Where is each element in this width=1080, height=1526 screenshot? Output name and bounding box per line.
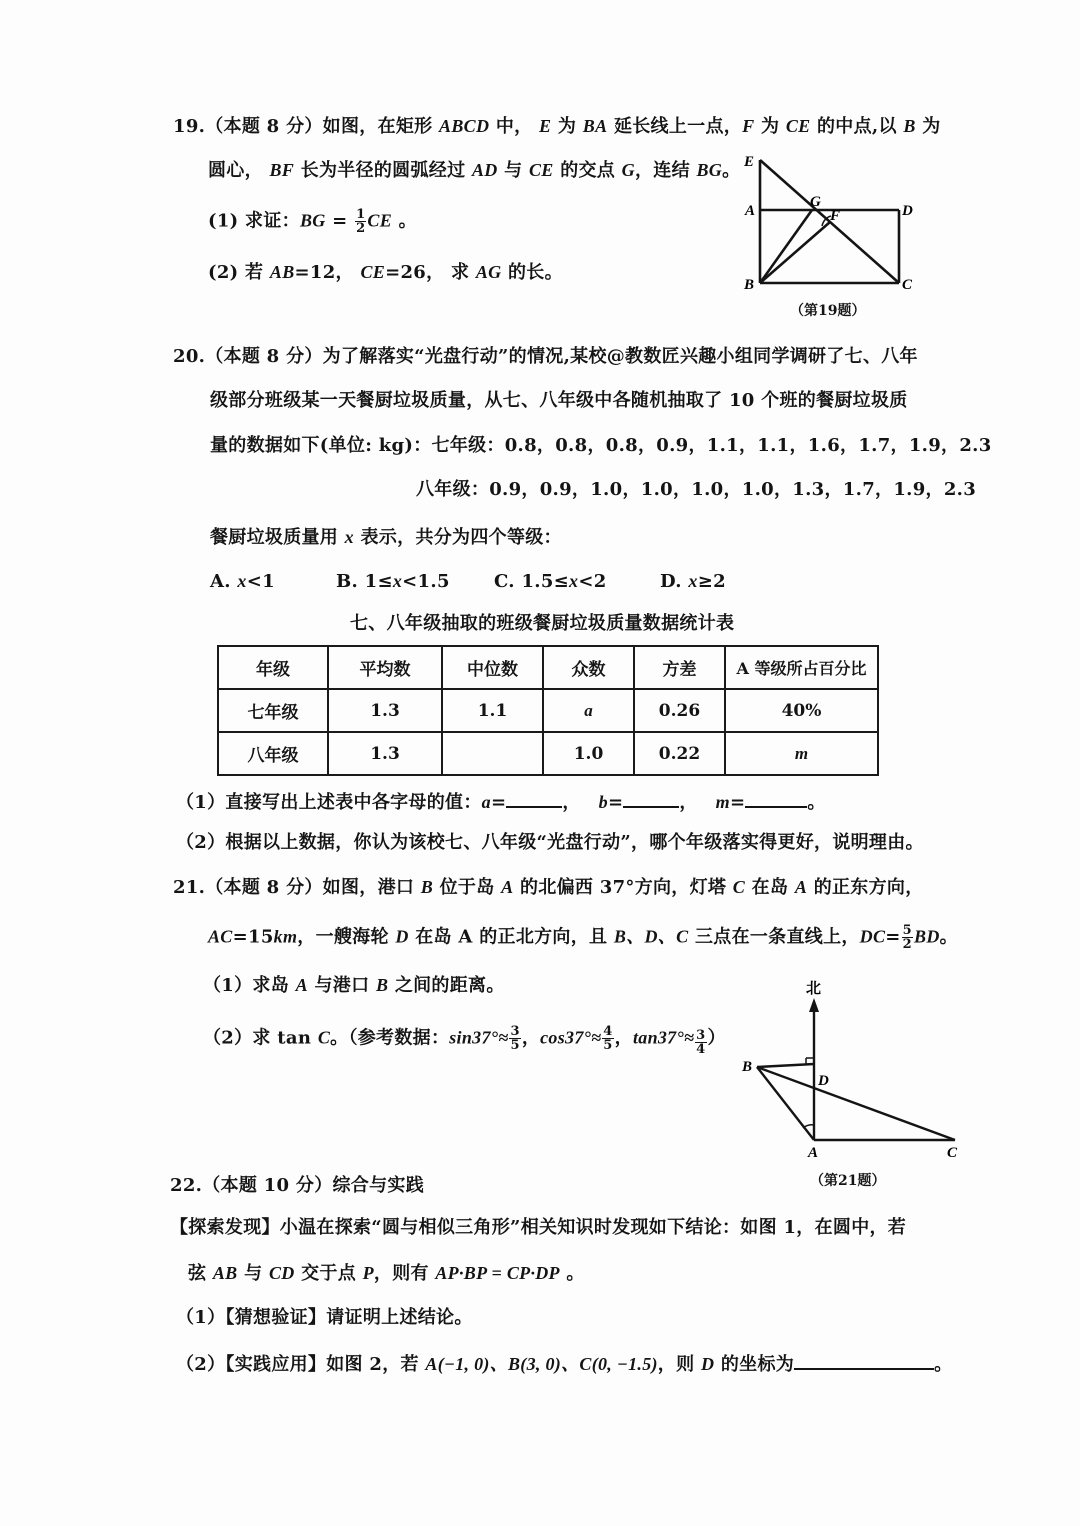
text: 的北偏西 37°方向，灯塔 [513,877,733,898]
grade7-data: 0.8，0.8，0.8，0.9，1.1，1.1，1.6，1.7，1.9，2.3 [504,435,992,456]
var-bf: BF [269,160,295,180]
numerator: 4 [603,1024,613,1039]
var-ag: AG [475,262,502,282]
text: 的坐标为 [714,1354,795,1375]
label-north: 北 [806,979,822,997]
denominator: 5 [510,1038,520,1053]
q20-line4 [416,479,976,501]
var-bd: BD [914,926,940,947]
table-header-row [218,646,878,689]
text: 为 [551,116,583,137]
table-cell: 1.3 [328,732,442,775]
text: ， [521,1027,541,1049]
text: = [490,792,507,813]
text: 长为半径的圆弧经过 [294,160,472,181]
var-x: x [392,571,403,591]
text: B. 1≤ [336,571,393,592]
level-d [660,570,726,593]
q19-part2 [208,261,563,284]
text: ， [562,792,581,813]
header-cell: 方差 [634,646,725,689]
text: 量的数据如下(单位: kg)： [210,435,432,456]
numerator: 1 [356,207,366,222]
var-ad: AD [471,160,498,180]
var-a: A [295,975,308,995]
var-ab: AB [269,262,295,282]
var-c: C [317,1027,331,1048]
text: 在岛 A 的正北方向，且 [408,926,614,948]
text: 中， [489,116,533,137]
header-cell: 年级 [218,646,328,689]
label-d: D [818,1073,829,1089]
stats-table [217,645,879,776]
q21-part2 [203,1024,726,1057]
answer-blank-d[interactable] [794,1352,934,1370]
grade7-label: 七年级： [431,435,505,456]
label-a: A [745,203,756,219]
fraction-four-fifths [602,1025,613,1052]
text: 三点在一条直线上， [688,926,860,948]
text: （1）直接写出上述表中各字母的值： [176,792,482,813]
var-bdc: B、D、C [613,926,689,947]
q22-title: 22.（本题 10 分）综合与实践 [170,1175,424,1196]
q19-line2 [208,159,740,182]
header-cell: A 等级所占百分比 [725,646,878,689]
var-d: D [700,1354,715,1374]
text: 延长线上一点， [607,116,743,137]
var-bg: BG [299,210,326,231]
var-a: A [501,877,514,897]
var-ac: AC [208,926,233,947]
text: 为 [915,116,941,137]
q22-part1: （1）【猜想验证】请证明上述结论。 [176,1307,473,1328]
sin37: sin37°≈ [449,1027,509,1048]
text: (2) 若 [208,262,270,283]
q22-part2 [176,1352,952,1376]
table-cell: a [543,689,634,732]
var-p: P [362,1263,374,1283]
figure-19-caption: （第19题） [790,303,866,319]
q19-header: 19.（本题 8 分）如图，在矩形 [173,116,440,137]
text: ，一艘海轮 [297,926,396,948]
header-cell: 平均数 [328,646,442,689]
cos37: cos37°≈ [540,1027,602,1048]
text: = [885,926,901,948]
text: 位于岛 [433,877,502,898]
var-a: A [794,877,808,897]
text: 在岛 [745,877,795,898]
var-d: D [395,926,409,947]
text: =26， 求 [385,262,476,283]
answer-blank-a[interactable] [506,790,562,808]
text: 。（参考数据： [330,1027,450,1049]
text: 的正东方向， [807,877,924,898]
formula: AP·BP = CP·DP [435,1263,560,1283]
level-b [336,570,450,593]
text: （2）求 tan [203,1027,318,1049]
text: 餐厨垃圾质量用 [210,527,345,548]
q20-line2: 级部分班级某一天餐厨垃圾质量，从七、八年级中各随机抽取了 10 个班的餐厨垃圾质 [210,390,908,411]
denominator: 4 [696,1041,706,1057]
text: 。 [722,160,741,181]
text: 。 [807,792,826,813]
numerator: 3 [696,1027,706,1043]
q20-line1: 20.（本题 8 分）为了解落实“光盘行动”的情况,某校@教数匠兴趣小组同学调研了七、八年 [173,346,918,367]
text: 。 [934,1354,953,1375]
q19-part1 [208,208,417,235]
var-g: G [621,160,635,180]
figure-19 [730,150,930,320]
fraction-five-halves [902,924,913,951]
var-ab: AB [212,1263,238,1283]
var-ce: CE [367,210,393,231]
table-cell: 1.3 [328,689,442,732]
text: 的交点 [553,160,622,181]
tan37: tan37°≈ [632,1027,695,1048]
text: 交于点 [294,1263,363,1284]
text: 与 [237,1263,269,1284]
var-f: F [742,116,755,136]
text: 圆心， [208,160,263,181]
text: ，则 [657,1354,701,1375]
var-b: B [420,877,434,897]
q22-line2: 【探索发现】小温在探索“圆与相似三角形”相关知识时发现如下结论：如图 1，在圆中，若 [170,1217,907,1238]
text: <2 [578,571,607,592]
q20-line3 [210,435,992,457]
label-f: F [830,208,841,224]
var-x: x [688,571,698,591]
figure-21-caption: （第21题） [810,1173,886,1189]
q20-levels-intro [210,526,562,549]
text: =12， [294,262,361,283]
text: （2）【实践应用】如图 2，若 [176,1354,426,1375]
text: 表示，共分为四个等级： [353,527,562,548]
label-a: A [808,1145,819,1161]
q21-line1 [173,876,924,899]
table-cell: 七年级 [218,689,328,732]
text: ≥2 [697,571,726,592]
level-a [210,570,275,593]
numerator: 5 [902,923,913,938]
text: ，则有 [373,1263,436,1284]
var-dc: DC [859,926,886,947]
text: 的长。 [501,262,563,283]
table-row [218,732,878,775]
text: 与港口 [307,975,376,996]
table-cell: 0.26 [634,689,725,732]
table-cell [442,732,543,775]
var-ce: CE [785,116,811,136]
label-b: B [744,277,755,293]
denominator: 2 [356,221,366,236]
var-c: C [732,877,746,897]
fraction-one-half [355,208,366,235]
var-ba: BA [582,116,608,136]
var-x: x [344,527,354,547]
text: <1.5 [402,571,450,592]
north-arrow-icon [809,998,819,1012]
table-cell: 1.0 [543,732,634,775]
var-x: x [569,571,579,591]
table-cell: 0.22 [634,732,725,775]
answer-blank-b[interactable] [623,790,679,808]
fraction-three-quarters [695,1027,706,1057]
label-e: E [744,154,755,170]
label-b: B [742,1059,753,1075]
var-ce: CE [529,160,554,180]
denominator: 2 [902,937,913,952]
text: = [729,792,746,813]
text: =15 [232,926,274,948]
var-abcd: ABCD [439,116,490,136]
q21-line2 [208,924,958,951]
text: 。 [392,210,417,232]
var-m: m [715,792,730,812]
text: 之间的距离。 [388,975,505,996]
var-bg: BG [696,160,723,180]
var-a: a [481,792,491,812]
text: 与 [497,160,529,181]
header-cell: 众数 [543,646,634,689]
label-c: C [902,277,913,293]
text: D. [660,571,689,592]
answer-blank-m[interactable] [745,790,807,808]
var-b: b [598,792,608,812]
numerator: 3 [510,1024,520,1039]
q21-part1 [203,974,505,997]
var-e: E [539,116,552,136]
var-cd: CD [268,1263,295,1283]
table-cell: 1.1 [442,689,543,732]
text: 21.（本题 8 分）如图，港口 [173,877,421,898]
table-cell: m [725,732,878,775]
text: （1）求岛 [203,975,296,996]
label-c: C [947,1145,958,1161]
grade8-data: 0.9，0.9，1.0，1.0，1.0，1.0，1.3，1.7，1.9，2.3 [489,479,977,500]
unit-km: km [273,926,298,947]
var-ce: CE [360,262,386,282]
table-title: 七、八年级抽取的班级餐厨垃圾质量数据统计表 [350,613,735,634]
label-g: G [810,194,821,210]
table-row [218,689,878,732]
table-cell: 八年级 [218,732,328,775]
label-d: D [902,203,913,219]
q20-part2: （2）根据以上数据，你认为该校七、八年级“光盘行动”，哪个年级落实得更好，说明理由。 [176,832,924,853]
text: <1 [246,571,275,592]
text: = [325,210,355,232]
text: 弦 [188,1263,213,1284]
text: C. 1.5≤ [494,571,570,592]
q20-part1 [176,790,826,814]
text: A. [210,571,238,592]
text: ， [614,1027,633,1049]
text: 。 [939,926,958,948]
var-x: x [237,571,247,591]
text: 的中点,以 [810,116,904,137]
text: ，连结 [634,160,697,181]
q19-line1 [173,115,941,138]
table-cell: 40% [725,689,878,732]
figure-21 [730,975,970,1175]
text: ） [707,1027,726,1049]
var-b: B [903,116,916,136]
level-c [494,570,607,593]
header-cell: 中位数 [442,646,543,689]
denominator: 5 [603,1038,613,1053]
var-b: B [375,975,389,995]
text: 为 [754,116,786,137]
fraction-three-fifths [509,1025,520,1052]
q22-line3 [188,1262,585,1285]
points: A(−1, 0)、B(3, 0)、C(0, −1.5) [425,1354,658,1374]
grade8-label: 八年级： [416,479,490,500]
text: ， [679,792,698,813]
text: 。 [559,1263,585,1284]
text: (1) 求证： [208,210,300,232]
text: = [607,792,624,813]
